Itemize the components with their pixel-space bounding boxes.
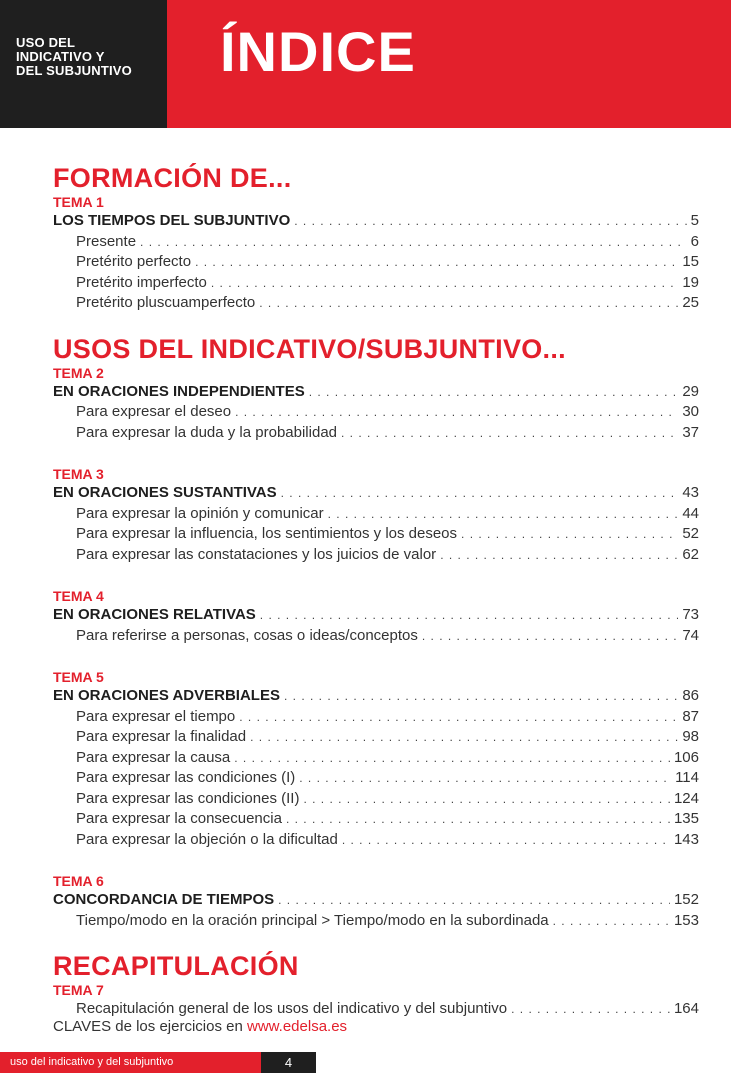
toc-page-number: 114: [675, 769, 699, 786]
toc-entry-sub[interactable]: [53, 423, 699, 444]
claves-note: [53, 1018, 347, 1035]
section-title: USOS DEL INDICATIVO/SUBJUNTIVO...: [53, 333, 566, 364]
toc-entry-sub[interactable]: [53, 748, 699, 769]
toc-entry-heading: EN ORACIONES RELATIVAS: [53, 606, 256, 623]
page-title: ÍNDICE: [220, 20, 416, 83]
toc-page-number: 164: [673, 1000, 699, 1017]
tema-label: TEMA 7: [53, 982, 104, 998]
toc-entry-text: Para expresar las condiciones (I): [76, 769, 296, 786]
dot-leader: [309, 383, 679, 403]
toc-page-number: 30: [682, 403, 699, 420]
header-band: [0, 0, 731, 128]
toc-entry-sub[interactable]: [53, 626, 699, 647]
book-title-line: INDICATIVO Y: [16, 49, 105, 64]
dot-leader: [328, 505, 679, 525]
toc-entry-main[interactable]: [53, 382, 699, 403]
toc-entry-main[interactable]: [53, 483, 699, 504]
toc-entry-text: Para expresar el tiempo: [76, 707, 236, 725]
toc-page-number: 152: [673, 891, 699, 908]
tema-label: TEMA 6: [53, 873, 104, 889]
toc-page-number: 106: [673, 748, 699, 766]
dot-leader: [278, 891, 670, 911]
toc-entry-text: Para expresar la objeción o la dificultad: [76, 830, 338, 848]
toc-page-number: 37: [682, 423, 699, 441]
dot-leader: [140, 233, 687, 253]
toc-entry-main[interactable]: [53, 686, 699, 707]
dot-leader: [299, 769, 671, 789]
toc-entry-text: Tiempo/modo en la oración principal > Tiempo/modo en la subordinada: [76, 911, 549, 929]
tema-label: TEMA 3: [53, 466, 104, 482]
toc-page-number: 153: [673, 911, 699, 929]
toc-entry-sub[interactable]: [53, 768, 699, 789]
toc-page-number: 29: [682, 382, 699, 400]
tema-spacer: [53, 565, 699, 587]
toc-entry-text: Recapitulación general de los usos del indicativo y del subjuntivo: [76, 1000, 508, 1017]
toc-page-number: 73: [682, 606, 699, 623]
claves-text: CLAVES de los ejercicios en: [53, 1018, 243, 1035]
toc-entry-sub[interactable]: [53, 809, 699, 830]
toc-entry-text: Para expresar la consecuencia: [76, 810, 282, 827]
dot-leader: [294, 212, 686, 232]
table-of-contents: [53, 163, 699, 1020]
dot-leader: [235, 403, 678, 423]
toc-entry-text: Pretérito pluscuamperfecto: [76, 294, 256, 311]
book-title-line: DEL SUBJUNTIVO: [16, 63, 132, 78]
toc-entry-sub[interactable]: [53, 830, 699, 851]
toc-page-number: 19: [682, 273, 699, 291]
dot-leader: [303, 790, 670, 810]
toc-page-number: 62: [682, 545, 699, 563]
dot-leader: [239, 708, 678, 728]
toc-entry-text: Para expresar las condiciones (II): [76, 789, 300, 807]
toc-entry-sub[interactable]: [53, 707, 699, 728]
toc-entry-sub[interactable]: [53, 504, 699, 525]
book-title: [16, 36, 166, 78]
claves-link[interactable]: www.edelsa.es: [247, 1018, 348, 1035]
dot-leader: [422, 627, 678, 647]
toc-entry-sub[interactable]: [53, 252, 699, 273]
dot-leader: [286, 810, 670, 830]
toc-entry-text: Para expresar la causa: [76, 748, 231, 766]
toc-entry-sub[interactable]: [53, 545, 699, 566]
tema-label: TEMA 4: [53, 588, 104, 604]
dot-leader: [211, 274, 678, 294]
toc-entry-main[interactable]: [53, 211, 699, 232]
toc-entry-text: Para expresar la opinión y comunicar: [76, 504, 324, 522]
section-spacer: [53, 931, 699, 951]
toc-page-number: 44: [682, 504, 699, 522]
section-title: FORMACIÓN DE...: [53, 163, 292, 193]
toc-entry-sub[interactable]: [53, 402, 699, 423]
section-title: RECAPITULACIÓN: [53, 951, 299, 981]
dot-leader: [195, 253, 678, 273]
dot-leader: [250, 728, 678, 748]
tema-label: TEMA 1: [53, 194, 104, 210]
dot-leader: [284, 687, 678, 707]
toc-entry-sub[interactable]: [53, 911, 699, 932]
section-spacer: [53, 314, 699, 334]
toc-entry-text: Para expresar el deseo: [76, 403, 232, 420]
toc-entry-heading: EN ORACIONES ADVERBIALES: [53, 687, 280, 704]
toc-entry-sub[interactable]: [53, 293, 699, 314]
toc-entry-sub[interactable]: [53, 727, 699, 748]
toc-entry-text: Para referirse a personas, cosas o ideas/conceptos: [76, 626, 418, 644]
tema-spacer: [53, 443, 699, 465]
toc-entry-sub[interactable]: [53, 273, 699, 294]
toc-entry-heading: CONCORDANCIA DE TIEMPOS: [53, 891, 275, 908]
toc-page-number: 5: [690, 212, 699, 229]
toc-entry-text: Para expresar la influencia, los sentimientos y los deseos: [76, 525, 458, 542]
toc-page-number: 135: [673, 810, 699, 827]
dot-leader: [461, 525, 678, 545]
toc-page-number: 124: [673, 789, 699, 807]
tema-label: TEMA 2: [53, 364, 104, 381]
toc-entry-sub[interactable]: [53, 524, 699, 545]
toc-entry-text: Presente: [76, 232, 137, 250]
tema-spacer: [53, 850, 699, 872]
toc-entry-text: Pretérito imperfecto: [76, 273, 207, 291]
dot-leader: [341, 424, 678, 444]
tema-spacer: [53, 646, 699, 668]
toc-page-number: 98: [682, 728, 699, 745]
toc-entry-sub[interactable]: [53, 789, 699, 810]
toc-page-number: 15: [682, 253, 699, 270]
toc-entry-heading: EN ORACIONES SUSTANTIVAS: [53, 484, 277, 501]
dot-leader: [342, 831, 670, 851]
toc-entry-heading: LOS TIEMPOS DEL SUBJUNTIVO: [53, 212, 291, 229]
toc-entry-text: Pretérito perfecto: [76, 253, 192, 270]
dot-leader: [440, 546, 678, 566]
tema-label: TEMA 5: [53, 669, 104, 685]
footer-page-number: 4: [284, 1055, 293, 1070]
toc-entry-sub[interactable]: [53, 999, 699, 1020]
toc-page-number: 52: [682, 525, 699, 542]
book-title-line: USO DEL: [16, 35, 76, 50]
toc-page-number: 143: [673, 830, 699, 848]
toc-entry-main[interactable]: [53, 890, 699, 911]
toc-page-number: 86: [682, 687, 699, 704]
dot-leader: [259, 294, 678, 314]
toc-page-number: 87: [682, 707, 699, 725]
toc-entry-text: Para expresar la finalidad: [76, 728, 247, 745]
dot-leader: [511, 1000, 670, 1020]
toc-page-number: 6: [690, 232, 699, 250]
dot-leader: [553, 912, 670, 932]
toc-entry-text: Para expresar las constataciones y los juicios de valor: [76, 545, 437, 563]
dot-leader: [281, 484, 679, 504]
toc-entry-heading: EN ORACIONES INDEPENDIENTES: [53, 382, 305, 400]
dot-leader: [234, 749, 670, 769]
toc-page-number: 43: [682, 484, 699, 501]
toc-page-number: 25: [682, 294, 699, 311]
toc-entry-sub[interactable]: [53, 232, 699, 253]
toc-page-number: 74: [682, 626, 699, 644]
dot-leader: [260, 606, 679, 626]
footer-running-title: uso del indicativo y del subjuntivo: [10, 1056, 174, 1068]
toc-entry-main[interactable]: [53, 605, 699, 626]
toc-entry-text: Para expresar la duda y la probabilidad: [76, 423, 337, 441]
